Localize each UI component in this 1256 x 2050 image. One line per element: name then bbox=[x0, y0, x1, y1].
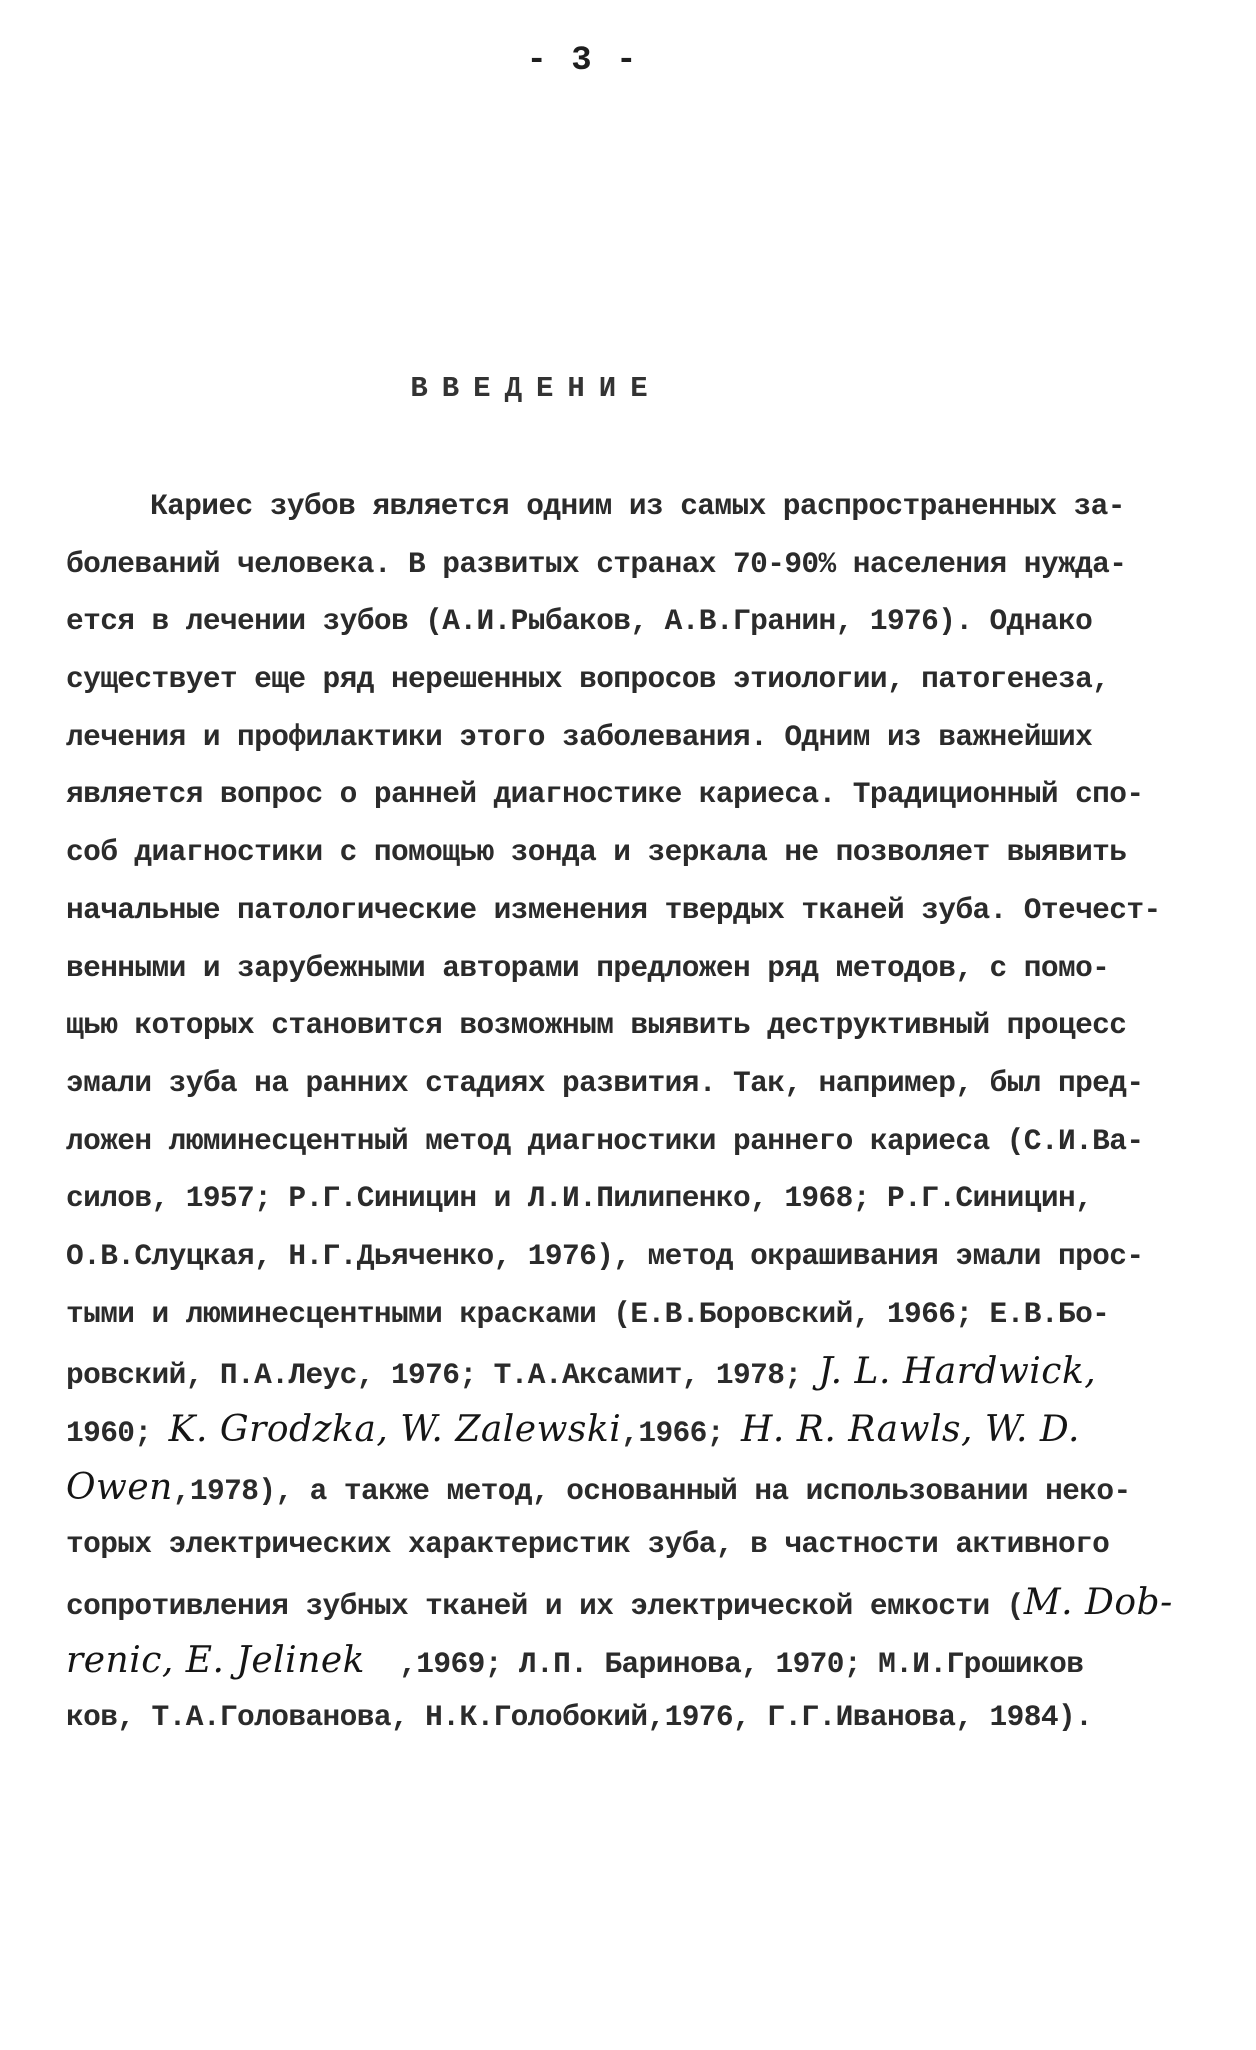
handwritten-name: M. Dob- bbox=[1023, 1582, 1173, 1624]
typed-text: соб диагностики с помощью зонда и зеркала не позволяет выявить bbox=[66, 835, 1127, 870]
text-line bbox=[66, 536, 1186, 594]
text-line bbox=[66, 1632, 1186, 1690]
handwritten-name: Owen bbox=[66, 1466, 173, 1508]
text-line bbox=[66, 1401, 1186, 1459]
text-line bbox=[66, 709, 1186, 767]
typed-text: силов, 1957; Р.Г.Синицин и Л.И.Пилипенко, 1968; Р.Г.Синицин, bbox=[66, 1181, 1093, 1216]
text-line bbox=[66, 1459, 1186, 1517]
page-number: - 3 - bbox=[526, 42, 639, 80]
typed-text: является вопрос о ранней диагностике кариеса. Традиционный спо- bbox=[66, 777, 1144, 812]
typed-text: ков, Т.А.Голованова, Н.К.Голобокий,1976, Г.Г.Иванова, 1984). bbox=[66, 1700, 1093, 1735]
text-line bbox=[66, 478, 1186, 536]
typed-text: ложен люминесцентный метод диагностики раннего кариеса (С.И.Ва- bbox=[66, 1123, 1144, 1158]
text-line bbox=[66, 824, 1186, 882]
typed-text: ется в лечении зубов (А.И.Рыбаков, А.В.Гранин, 1976). Однако bbox=[66, 604, 1093, 639]
typed-text: эмали зуба на ранних стадиях развития. Так, например, был пред- bbox=[66, 1065, 1144, 1100]
text-line bbox=[66, 766, 1186, 824]
section-heading: ВВЕДЕНИЕ bbox=[410, 372, 662, 405]
typed-text: О.В.Слуцкая, Н.Г.Дьяченко, 1976), метод окрашивания эмали прос- bbox=[66, 1238, 1144, 1273]
typed-text: сопротивления зубных тканей и их электрической емкости ( bbox=[66, 1589, 1024, 1624]
typed-text: существует еще ряд нерешенных вопросов этиологии, патогенеза, bbox=[66, 662, 1110, 697]
typed-text: болеваний человека. В развитых странах 70-90% населения нужда- bbox=[66, 546, 1127, 581]
text-line bbox=[66, 1516, 1186, 1574]
text-line bbox=[66, 882, 1186, 940]
typed-text: ,1966; bbox=[621, 1416, 741, 1450]
text-line bbox=[66, 1286, 1186, 1344]
typed-text: ,1969; Л.П. Баринова, 1970; М.И.Грошиков bbox=[365, 1646, 1084, 1681]
text-line bbox=[66, 1170, 1186, 1228]
handwritten-name: K. Grodzka, W. Zalewski bbox=[168, 1409, 622, 1450]
handwritten-name: J. L. Hardwick, bbox=[818, 1351, 1097, 1393]
typed-text: ,1978), а также метод, основанный на использовании неко- bbox=[172, 1473, 1131, 1508]
typed-text: щью которых становится возможным выявить деструктивный процесс bbox=[66, 1008, 1127, 1043]
text-line bbox=[66, 1574, 1186, 1632]
typed-text: венными и зарубежными авторами предложен ряд методов, с помо- bbox=[66, 950, 1110, 985]
text-line bbox=[66, 651, 1186, 709]
typed-text: Кариес зубов является одним из самых распространенных за- bbox=[150, 489, 1125, 523]
introduction-paragraph bbox=[66, 478, 1186, 1747]
text-line bbox=[66, 1343, 1186, 1401]
handwritten-name: H. R. Rawls, W. D. bbox=[740, 1409, 1080, 1450]
typed-text: торых электрических характеристик зуба, в частности активного bbox=[66, 1527, 1110, 1562]
typed-text: 1960; bbox=[66, 1416, 169, 1450]
text-line bbox=[66, 593, 1186, 651]
typed-text: тыми и люминесцентными красками (Е.В.Боровский, 1966; Е.В.Бо- bbox=[66, 1296, 1110, 1331]
text-line bbox=[66, 940, 1186, 998]
handwritten-name: renic, E. Jelinek bbox=[66, 1639, 365, 1681]
text-line bbox=[66, 1228, 1186, 1286]
text-line bbox=[66, 1113, 1186, 1171]
text-line bbox=[66, 997, 1186, 1055]
text-line bbox=[66, 1689, 1186, 1747]
text-line bbox=[66, 1055, 1186, 1113]
typed-text: лечения и профилактики этого заболевания. Одним из важнейших bbox=[66, 719, 1093, 754]
typed-text: начальные патологические изменения твердых тканей зуба. Отечест- bbox=[66, 892, 1161, 927]
typed-text: ровский, П.А.Леус, 1976; Т.А.Аксамит, 1978; bbox=[66, 1358, 819, 1393]
